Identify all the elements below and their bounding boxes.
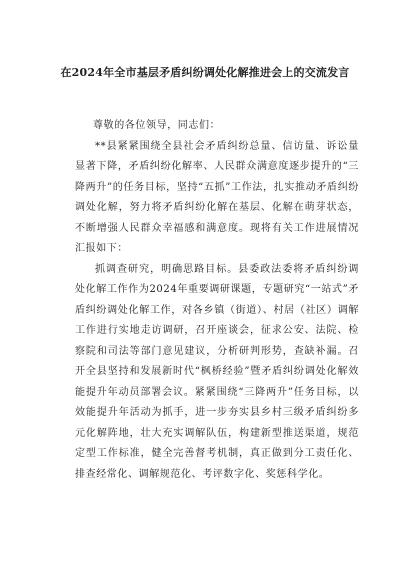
document-title: 在2024年全市基层矛盾纠纷调处化解推进会上的交流发言 bbox=[60, 66, 350, 79]
paragraph-intro: **县紧紧围绕全县社会矛盾纠纷总量、信访量、诉讼量显著下降，矛盾纠纷化解率、人民群众满意度逐步提升的“三降两升”的任务目标，坚持“五抓”工作法，扎实推动矛盾纠纷调处化解，努力将矛盾纠纷化解在基层、化解在萌芽状态，不断增强人民群众幸福感和满意度。现将有关工作进展情况汇报如下： bbox=[75, 140, 359, 254]
salutation: 尊敬的各位领导，同志们： bbox=[93, 120, 221, 131]
document-body bbox=[75, 116, 359, 485]
paragraph-investigation: 抓调查研究，明确思路目标。县委政法委将矛盾纠纷调处化解工作作为2024年重要调研课题，专题研究“一站式”矛盾纠纷调处化解工作，对各乡镇（街道）、村居（社区）调解工作进行实地走访调研，召开座谈会，征求公安、法院、检察院和司法等部门意见建议，分析研判形势，查缺补漏。召开全县坚持和发展新时代“枫桥经验”暨矛盾纠纷调处化解效能提升年动员部署会议。紧紧围绕“三降两升”任务目标，以效能提升年活动为抓手，进一步夯实县乡村三级矛盾纠纷多元化解阵地，壮大充实调解队伍，构建新型推送渠道，规范定型工作标准，健全完善督考机制，真正做到分工责任化、排查经常化、调解规范化、考评数字化、奖惩科学化。 bbox=[75, 263, 359, 480]
